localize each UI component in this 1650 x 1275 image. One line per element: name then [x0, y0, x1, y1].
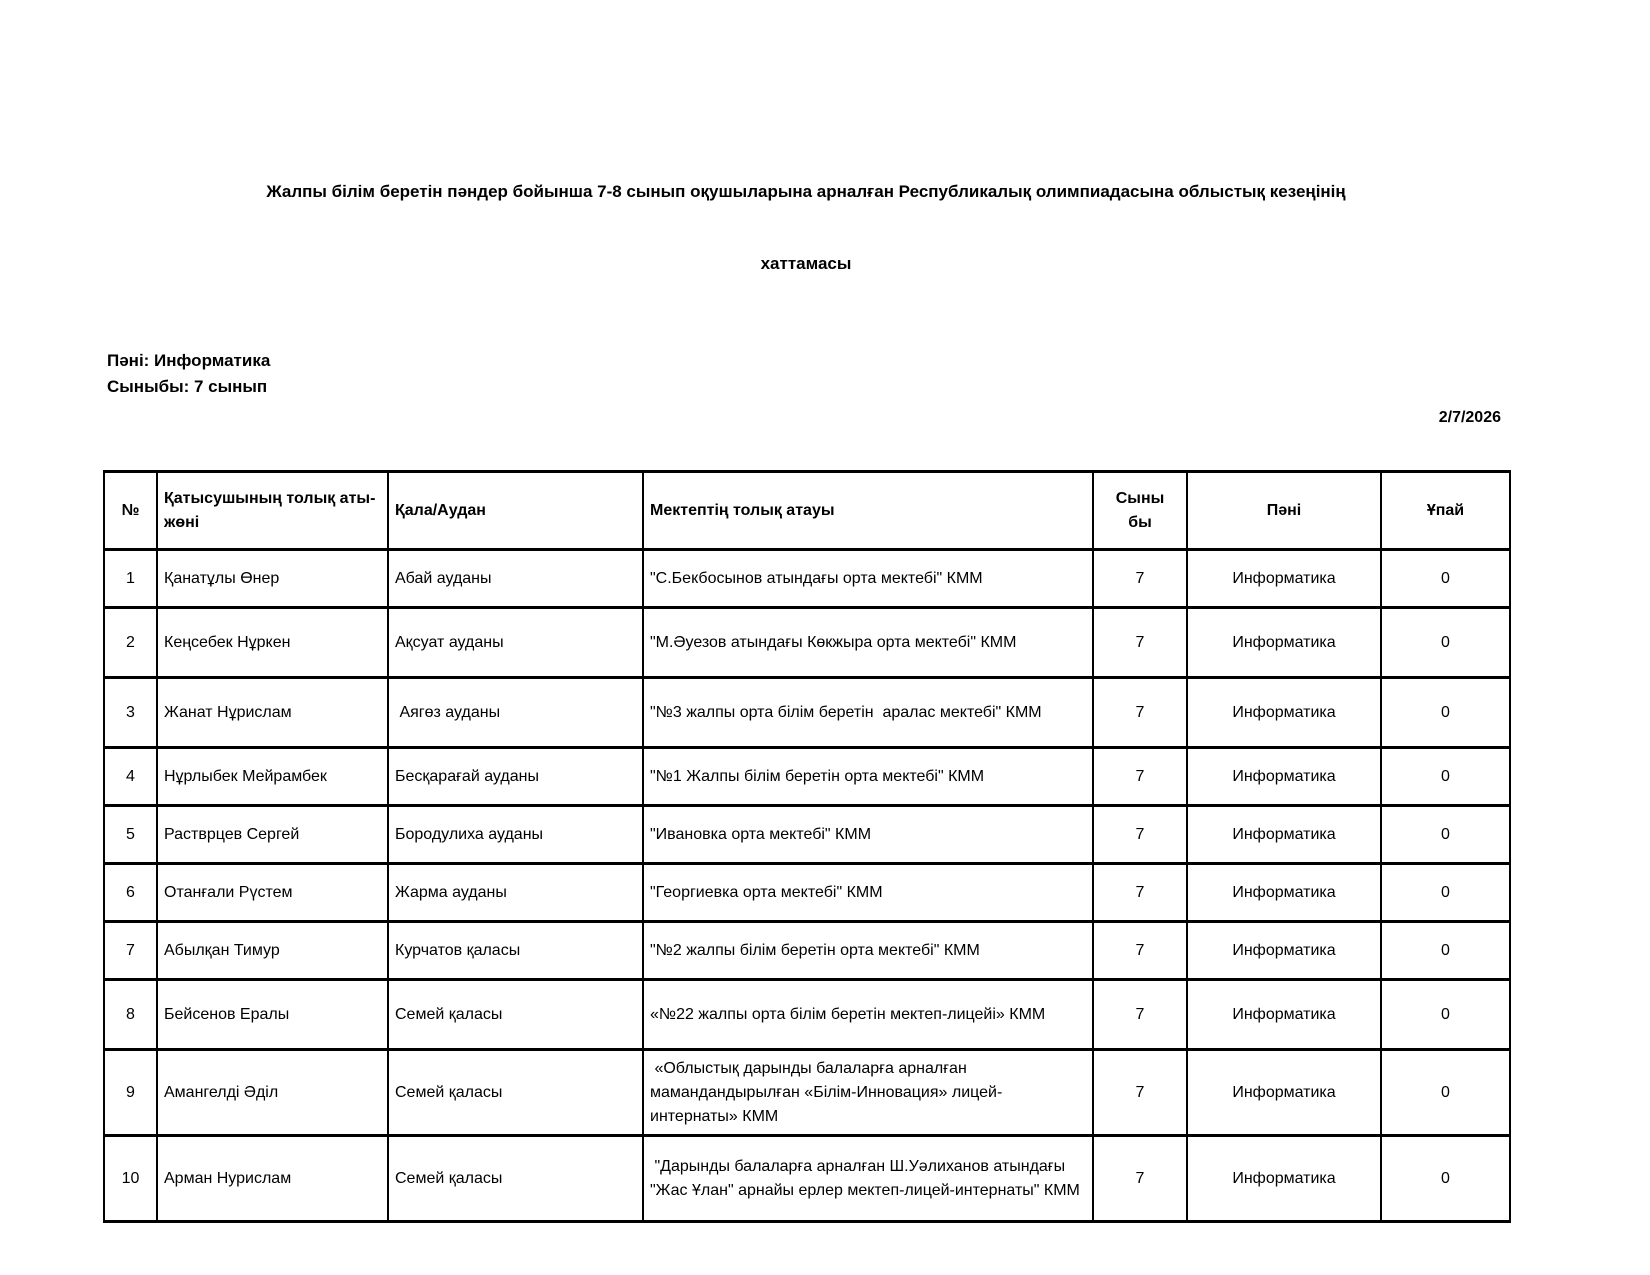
- table-header-row: [104, 472, 1510, 550]
- cell-number: 3: [104, 678, 157, 748]
- document-title: [103, 132, 1509, 324]
- cell-grade: 7: [1093, 806, 1187, 864]
- cell-name: Жанат Нұрислам: [157, 678, 388, 748]
- table-row: [104, 806, 1510, 864]
- header-participant: Қатысушының толық аты-жөні: [157, 472, 388, 550]
- table-row: [104, 980, 1510, 1050]
- header-number: №: [104, 472, 157, 550]
- cell-score: 0: [1381, 1136, 1510, 1222]
- cell-score: 0: [1381, 922, 1510, 980]
- cell-number: 5: [104, 806, 157, 864]
- cell-grade: 7: [1093, 864, 1187, 922]
- header-subject: Пәні: [1187, 472, 1381, 550]
- cell-school: "С.Бекбосынов атындағы орта мектебі" КММ: [643, 550, 1093, 608]
- cell-score: 0: [1381, 806, 1510, 864]
- cell-school: «Облыстық дарынды балаларға арналған мамандандырылған «Білім-Инновация» лицей-интернаты» КММ: [643, 1050, 1093, 1136]
- table-row: [104, 922, 1510, 980]
- cell-subject: Информатика: [1187, 922, 1381, 980]
- cell-name: Растврцев Сергей: [157, 806, 388, 864]
- cell-region: Семей қаласы: [388, 980, 643, 1050]
- document-title-line2: хаттамасы: [760, 254, 852, 273]
- cell-number: 4: [104, 748, 157, 806]
- cell-school: "М.Әуезов атындағы Көкжыра орта мектебі" КММ: [643, 608, 1093, 678]
- cell-number: 10: [104, 1136, 157, 1222]
- cell-grade: 7: [1093, 1136, 1187, 1222]
- cell-grade: 7: [1093, 748, 1187, 806]
- cell-number: 2: [104, 608, 157, 678]
- cell-number: 9: [104, 1050, 157, 1136]
- cell-number: 1: [104, 550, 157, 608]
- cell-score: 0: [1381, 864, 1510, 922]
- cell-region: Аягөз ауданы: [388, 678, 643, 748]
- cell-region: Бородулиха ауданы: [388, 806, 643, 864]
- cell-school: "№3 жалпы орта білім беретін аралас мектебі" КММ: [643, 678, 1093, 748]
- cell-region: Жарма ауданы: [388, 864, 643, 922]
- cell-school: "Дарынды балаларға арналған Ш.Уәлиханов атындағы "Жас Ұлан" арнайы ерлер мектеп-лицей-интернаты" КММ: [643, 1136, 1093, 1222]
- cell-grade: 7: [1093, 608, 1187, 678]
- cell-score: 0: [1381, 1050, 1510, 1136]
- cell-region: Ақсуат ауданы: [388, 608, 643, 678]
- header-region: Қала/Аудан: [388, 472, 643, 550]
- cell-number: 7: [104, 922, 157, 980]
- cell-number: 8: [104, 980, 157, 1050]
- cell-grade: 7: [1093, 1050, 1187, 1136]
- cell-score: 0: [1381, 608, 1510, 678]
- results-table: [103, 470, 1511, 1223]
- cell-grade: 7: [1093, 980, 1187, 1050]
- cell-number: 6: [104, 864, 157, 922]
- cell-region: Бесқарағай ауданы: [388, 748, 643, 806]
- cell-name: Бейсенов Ералы: [157, 980, 388, 1050]
- cell-subject: Информатика: [1187, 748, 1381, 806]
- cell-grade: 7: [1093, 922, 1187, 980]
- subject-line: Пәні: Информатика: [107, 351, 271, 370]
- cell-name: Абылқан Тимур: [157, 922, 388, 980]
- cell-name: Отанғали Рүстем: [157, 864, 388, 922]
- table-row: [104, 1050, 1510, 1136]
- table-row: [104, 1136, 1510, 1222]
- header-grade: [1093, 472, 1187, 550]
- table-row: [104, 608, 1510, 678]
- cell-subject: Информатика: [1187, 980, 1381, 1050]
- cell-subject: Информатика: [1187, 864, 1381, 922]
- cell-subject: Информатика: [1187, 1136, 1381, 1222]
- grade-line: Сыныбы: 7 сынып: [107, 377, 268, 396]
- table-row: [104, 864, 1510, 922]
- cell-region: Семей қаласы: [388, 1136, 643, 1222]
- cell-grade: 7: [1093, 678, 1187, 748]
- cell-region: Абай ауданы: [388, 550, 643, 608]
- table-row: [104, 678, 1510, 748]
- cell-score: 0: [1381, 550, 1510, 608]
- header-school: Мектептің толық атауы: [643, 472, 1093, 550]
- cell-region: Семей қаласы: [388, 1050, 643, 1136]
- header-score: Ұпай: [1381, 472, 1510, 550]
- cell-name: Арман Нурислам: [157, 1136, 388, 1222]
- cell-subject: Информатика: [1187, 678, 1381, 748]
- cell-school: "№2 жалпы білім беретін орта мектебі" КММ: [643, 922, 1093, 980]
- document-date: 2/7/2026: [1438, 409, 1501, 426]
- table-row: [104, 748, 1510, 806]
- cell-score: 0: [1381, 748, 1510, 806]
- cell-grade: 7: [1093, 550, 1187, 608]
- cell-name: Кеңсебек Нұркен: [157, 608, 388, 678]
- table-row: [104, 550, 1510, 608]
- cell-name: Амангелді Әділ: [157, 1050, 388, 1136]
- cell-subject: Информатика: [1187, 806, 1381, 864]
- cell-subject: Информатика: [1187, 608, 1381, 678]
- cell-score: 0: [1381, 980, 1510, 1050]
- cell-school: "Ивановка орта мектебі" КММ: [643, 806, 1093, 864]
- cell-school: "№1 Жалпы білім беретін орта мектебі" КММ: [643, 748, 1093, 806]
- cell-name: Нұрлыбек Мейрамбек: [157, 748, 388, 806]
- cell-subject: Информатика: [1187, 550, 1381, 608]
- cell-school: "Георгиевка орта мектебі" КММ: [643, 864, 1093, 922]
- cell-score: 0: [1381, 678, 1510, 748]
- cell-name: Қанатұлы Өнер: [157, 550, 388, 608]
- cell-school: «№22 жалпы орта білім беретін мектеп-лицейі» КММ: [643, 980, 1093, 1050]
- cell-subject: Информатика: [1187, 1050, 1381, 1136]
- document-title-line1: Жалпы білім беретін пәндер бойынша 7-8 сынып оқушыларына арналған Республикалық олимпиадасына облыстық кезеңінің: [266, 182, 1346, 201]
- header-grade-label: Сыныбы: [1115, 489, 1165, 531]
- cell-region: Курчатов қаласы: [388, 922, 643, 980]
- document-meta: [103, 348, 1509, 400]
